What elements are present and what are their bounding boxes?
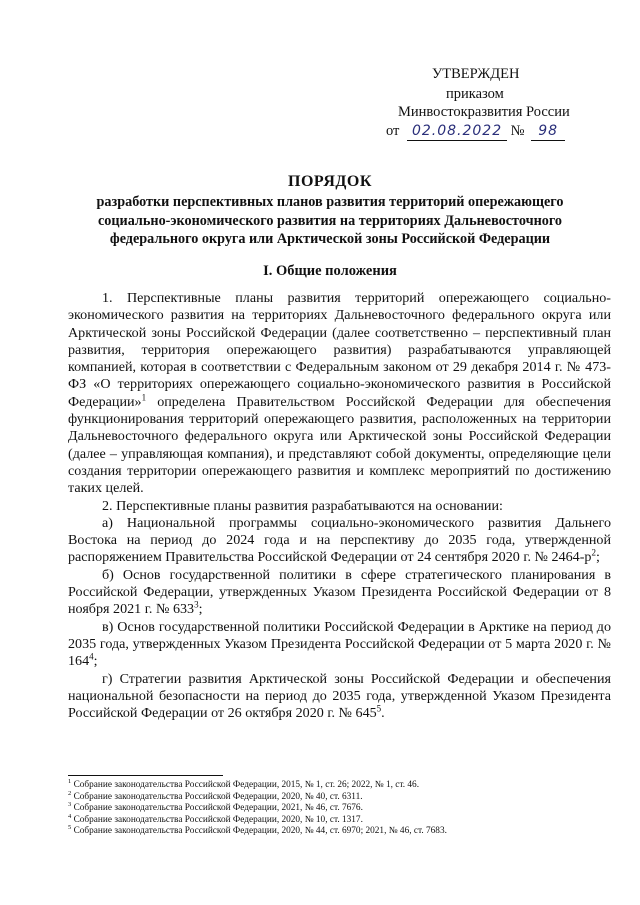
handwritten-date: 02.08.2022 (407, 123, 507, 141)
item-a (68, 515, 611, 567)
item-g-text: г) Стратегии развития Арктической зоны Российской Федерации и обеспечения национальной безопасности на период до 2035 года, утвержденной Указом Президента Российской Федерации от 26 октября 2020 г. № 645 (68, 670, 611, 722)
item-a-end: ; (595, 549, 600, 566)
footnote-4 (68, 812, 613, 827)
footnote-4-text: Собрание законодательства Российской Федерации, 2020, № 10, ст. 1317. (71, 814, 363, 825)
footnote-ref-2: 2 (591, 547, 596, 558)
handwritten-number: 98 (531, 123, 565, 141)
paragraph-2: 2. Перспективные планы развития разрабатываются на основании: (102, 497, 503, 514)
footnote-ref-1: 1 (141, 392, 147, 403)
item-b-text: б) Основ государственной политики в сфере стратегического планирования в Российской Федерации, утвержденных Указом Президента Российской Федерации от 8 ноября 2021 г. № 633 (68, 566, 611, 618)
paragraph-1-text-a: 1. Перспективные планы развития территорий опережающего социально-экономического развития на территориях Дальневосточного федерального округа или Арктической зоны Российской Федерации (далее соответственно – перспективный план развития, территория опережающего развития) разрабатываются управляющей компанией, которая в соответствии с Федеральным законом от 29 декабря 2014 г. № 473-ФЗ «О территориях опережающего социально-экономического развития в Российской Федерации» (68, 290, 611, 410)
footnote-1 (68, 777, 613, 792)
footnote-5-text: Собрание законодательства Российской Федерации, 2020, № 44, ст. 6970; 2021, № 46, ст. 7683. (71, 826, 447, 837)
footnote-1-num: 1 (68, 777, 72, 785)
footnote-3-num: 3 (68, 801, 72, 809)
footnote-separator (68, 775, 223, 776)
item-v-text: в) Основ государственной политики Российской Федерации в Арктике на период до 2035 года, утвержденных Указом Президента Российской Федерации от 5 марта 2020 г. № 164 (68, 618, 611, 670)
footnote-2-text: Собрание законодательства Российской Федерации, 2020, № 40, ст. 6311. (71, 791, 363, 802)
footnote-5-num: 5 (68, 824, 72, 832)
footnote-1-text: Собрание законодательства Российской Федерации, 2015, № 1, ст. 26; 2022, № 1, ст. 46. (71, 780, 420, 790)
footnote-ref-3: 3 (194, 599, 199, 610)
date-prefix: от (386, 123, 400, 139)
footnote-ref-5: 5 (376, 703, 382, 714)
footnote-ref-4: 4 (89, 651, 94, 662)
footnote-2-num: 2 (68, 789, 72, 797)
approval-ministry: Минвостокразвития России (398, 104, 570, 120)
item-b (68, 567, 611, 619)
footnote-3 (68, 803, 613, 815)
document-subtitle: разработки перспективных планов развития территорий опережающего социально-экономического развития на территориях Дальневосточного федерального округа или Арктической зоны Российской Федерации (96, 194, 564, 247)
item-v-end: ; (93, 653, 98, 670)
document-title: ПОРЯДОК (288, 173, 372, 190)
footnote-2 (68, 789, 613, 804)
item-a-text: а) Национальной программы социально-экономического развития Дальнего Востока на период до 2024 года и на перспективу до 2035 года, утвержденной распоряжением Правительства Российской Федерации от 24 сентября 2020 г. № 2464-р (68, 514, 611, 566)
item-g (68, 671, 611, 723)
approval-by-order: приказом (446, 86, 504, 102)
paragraph-1 (68, 290, 611, 498)
item-b-end: ; (198, 601, 203, 618)
document-body (68, 290, 611, 722)
footnotes (68, 777, 613, 838)
footnote-3-text: Собрание законодательства Российской Федерации, 2021, № 46, ст. 7676. (71, 803, 363, 814)
approval-label: УТВЕРЖДЕН (432, 66, 520, 82)
paragraph-1-text-b: определена Правительством Российской Федерации для обеспечения функционирования территорий опережающего развития, расположенных на территории Дальневосточного федерального округа или Арктической зоны Российской Федерации (далее – управляющая компания), и представляют собой документы, определяющие цели создания территории опережающего развития и комплекс мероприятий по достижению таких целей. (68, 393, 611, 497)
approval-date-line (386, 123, 565, 141)
item-v (68, 619, 611, 671)
section-heading: I. Общие положения (263, 263, 397, 279)
footnote-4-num: 4 (68, 812, 72, 820)
item-g-end: . (381, 705, 385, 722)
number-prefix: № (510, 123, 525, 139)
footnote-5 (68, 826, 613, 838)
